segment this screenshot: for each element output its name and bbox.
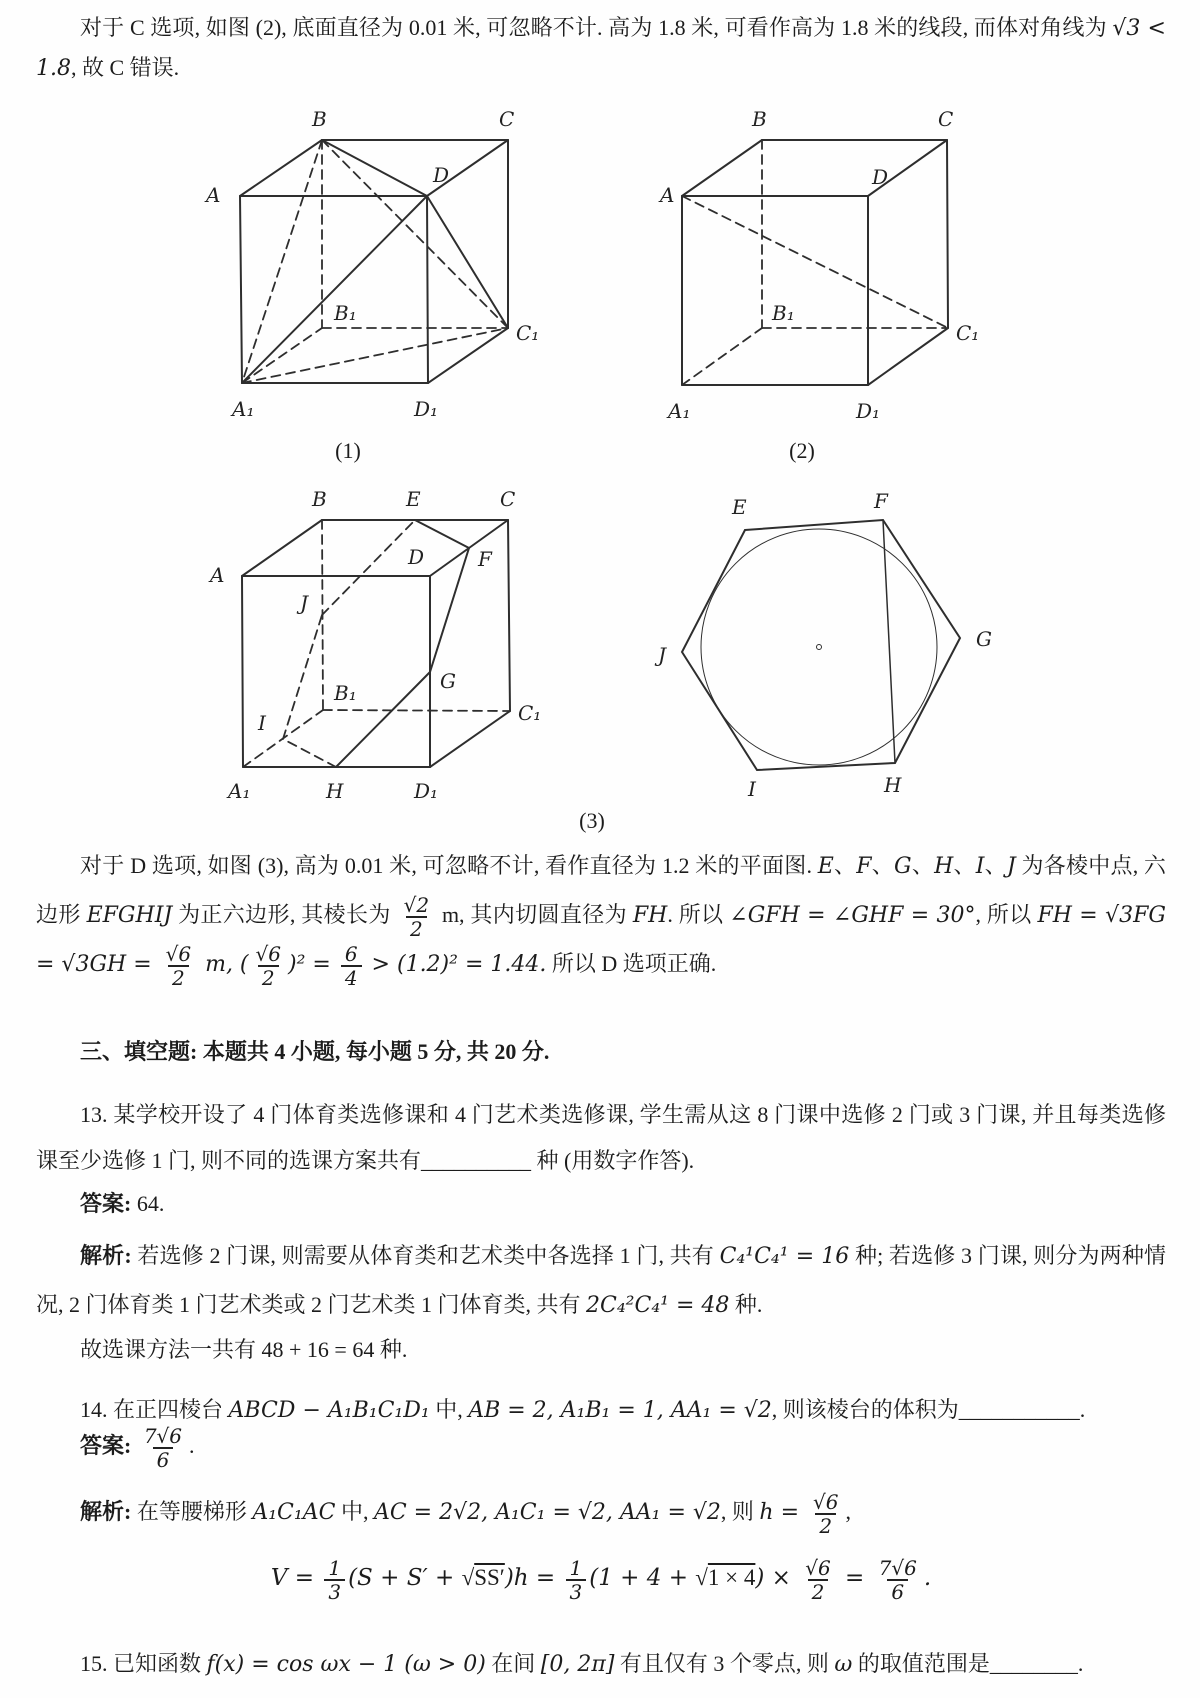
fig1-label-a: A — [206, 183, 221, 207]
text-run: 1 — [328, 1555, 342, 1580]
text-run: √6 — [255, 941, 281, 966]
text-run: 13. 某学校开设了 4 门体育类选修课和 4 门艺术类选修课, 学生需从这 8 门课中选修 2 门或 3 门课, 并且每类选修课至少选修 1 门, 则不同的选课方案共有__________ 种 (用数字作答). — [36, 1102, 1166, 1173]
text-run: AC = 2√2, A₁C₁ = √2, AA₁ = √2 — [373, 1500, 721, 1525]
text-run: ABCD − A₁B₁C₁D₁ — [228, 1398, 430, 1423]
text-run: 2 — [168, 965, 189, 989]
fig4-label-f: F — [874, 489, 888, 513]
fraction — [252, 943, 285, 989]
text-run: 为各棱中点, 六边形 — [36, 853, 1166, 927]
text-run: 4 — [341, 965, 362, 989]
fig2-label-b: B — [752, 107, 767, 131]
figure-2-caption: (2) — [789, 438, 815, 463]
text-run: 种. — [729, 1292, 763, 1317]
fig4-vertex-labels — [654, 489, 992, 801]
fig3-hidden-edges — [243, 520, 510, 767]
text-run: √3 < 1.8 — [36, 16, 1166, 81]
text-run: 2 — [815, 1513, 836, 1537]
fig3-label-c1: C₁ — [518, 701, 542, 725]
text-run: E — [817, 854, 834, 879]
fig3-label-c: C — [500, 487, 516, 511]
text-run: 2 — [258, 965, 279, 989]
fraction — [875, 1557, 921, 1603]
text-run: = — [837, 1565, 872, 1591]
figure-2-cube-with-body-diagonal — [620, 98, 1040, 443]
fig2-vertex-labels — [658, 107, 979, 423]
text-run: m, ( — [198, 952, 249, 977]
text-run: 3 — [566, 1579, 587, 1603]
text-run: . — [189, 1433, 195, 1458]
figure-3-caption: (3) — [579, 808, 605, 833]
fig4-label-j: J — [658, 643, 667, 667]
fig3-label-j: J — [300, 591, 309, 615]
text-run: 、 — [871, 853, 894, 878]
text-run: 对于 D 选项, 如图 (3), 高为 0.01 米, 可忽略不计, 看作直径为 1.2 米的平面图. — [80, 853, 818, 878]
fig3-label-g: G — [440, 669, 456, 693]
text-run: 的取值范围是________. — [852, 1651, 1084, 1676]
figure-1-caption: (1) — [335, 438, 361, 463]
text-run: 中, — [335, 1499, 374, 1524]
para-option-d — [36, 842, 1166, 989]
fig3-label-f: F — [478, 547, 492, 571]
text-run: (S + S′ + — [348, 1565, 462, 1591]
fig1-label-b1: B₁ — [334, 301, 357, 325]
radical — [695, 1565, 755, 1590]
text-run: [0, 2π] — [540, 1652, 615, 1677]
text-run: 为正六边形, 其棱长为 — [172, 902, 397, 927]
text-run: C₄¹C₄¹ = 16 — [719, 1244, 850, 1269]
text-run: m, 其内切圆直径为 — [436, 902, 633, 927]
text-run: V = — [270, 1565, 322, 1591]
fig1-label-d1: D₁ — [414, 397, 439, 421]
text-run: I — [975, 854, 985, 879]
text-run: AB = 2, A₁B₁ = 1, AA₁ = √2 — [468, 1398, 772, 1423]
text-run: √2 — [403, 892, 430, 917]
fig2-label-c1: C₁ — [956, 321, 980, 345]
text-run: 15. 已知函数 — [80, 1651, 207, 1676]
para-option-c — [36, 8, 1166, 88]
fraction — [162, 943, 195, 989]
question-15 — [36, 1642, 1166, 1687]
text-run: )² = — [288, 952, 338, 977]
text-run: 7√6 — [143, 1423, 183, 1448]
text-run: 对于 C 选项, 如图 (2), 底面直径为 0.01 米, 可忽略不计. 高为 1.8 米, 可看作高为 1.8 米的线段, 而体对角线为 — [80, 15, 1113, 40]
text-run: 解析: — [80, 1243, 138, 1268]
fig1-label-c: C — [499, 107, 515, 131]
fig2-label-c: C — [938, 107, 954, 131]
answer-14 — [36, 1418, 1166, 1474]
text-run: ∠GFH = ∠GHF = 30° — [729, 903, 976, 928]
text-run: > (1.2)² = 1.44. — [364, 952, 547, 977]
text-run: 故选课方法一共有 48 + 16 = 64 种. — [80, 1337, 408, 1362]
text-run: F — [856, 854, 872, 879]
text-run: 2 — [808, 1579, 829, 1603]
fig4-inscribed-circle — [701, 529, 937, 765]
text-run: 三、填空题: 本题共 4 小题, 每小题 5 分, 共 20 分. — [80, 1039, 550, 1064]
fig2-label-b1: B₁ — [772, 301, 795, 325]
fig3-label-a: A — [210, 563, 225, 587]
text-run: , 所以 — [975, 902, 1038, 927]
text-run: )h = — [504, 1565, 563, 1591]
text-run: 种; 若选修 3 门课, 则分为两种情况, 2 门体育类 1 门艺术类或 2 门艺术类 1 门体育类, 共有 — [36, 1243, 1166, 1317]
fig4-chord-fh — [883, 520, 895, 763]
fig2-hidden-edges — [682, 140, 948, 385]
text-run: . 所以 — [667, 902, 730, 927]
fig1-label-d: D — [433, 163, 450, 187]
text-run: (1 + 4 + — [589, 1565, 696, 1591]
text-run: 中, — [429, 1397, 469, 1422]
text-run: , 则该棱台的体积为___________. — [771, 1397, 1086, 1422]
solution-14 — [36, 1484, 1166, 1541]
text-run: FH = √3FG = √3GH = — [36, 903, 1166, 977]
text-run: FH — [632, 903, 668, 928]
text-run: √ — [461, 1565, 475, 1590]
text-run: A₁C₁AC — [252, 1500, 336, 1525]
question-13 — [36, 1092, 1166, 1184]
text-run: √6 — [165, 941, 192, 966]
fig3-label-b1: B₁ — [334, 681, 357, 705]
text-run: √ — [695, 1565, 708, 1590]
text-run: , 故 C 错误. — [71, 55, 180, 80]
fig2-label-d: D — [872, 165, 889, 189]
fig3-label-d: D — [408, 545, 425, 569]
figure-hexagon-inscribed-circle — [600, 460, 1010, 810]
solution-13 — [36, 1232, 1166, 1330]
fraction — [324, 1557, 345, 1603]
fig2-label-a1: A₁ — [668, 399, 691, 423]
text-run: 若选修 2 门课, 则需要从体育类和艺术类中各选择 1 门, 共有 — [137, 1243, 720, 1268]
text-run: G — [894, 854, 912, 879]
fig4-label-e: E — [732, 495, 747, 519]
text-run: ω — [834, 1652, 853, 1677]
figure-1-cube-with-diagonals — [150, 98, 610, 443]
section-header-fill-in — [36, 1030, 1166, 1074]
fraction — [809, 1491, 842, 1537]
text-run: SS′ — [474, 1565, 505, 1590]
text-run: . — [923, 1565, 932, 1591]
text-run: , — [845, 1499, 851, 1524]
text-run: 6 — [887, 1579, 908, 1603]
text-run: 14. 在正四棱台 — [80, 1397, 229, 1422]
fig4-label-g: G — [976, 627, 992, 651]
text-run: √6 — [805, 1555, 831, 1580]
fig3-label-b: B — [312, 487, 327, 511]
fig2-solid-edges — [682, 140, 948, 385]
fig4-label-h: H — [884, 773, 902, 797]
text-run: 解析: — [80, 1499, 137, 1524]
fraction — [341, 943, 362, 989]
text-run: 所以 D 选项正确. — [546, 951, 717, 976]
text-run: √6 — [813, 1489, 839, 1514]
fig1-solid-edges — [240, 140, 508, 383]
text-run: 1 × 4 — [707, 1565, 756, 1590]
fig3-label-h: H — [326, 779, 344, 803]
volume-formula — [36, 1548, 1166, 1608]
text-run: 7√6 — [878, 1555, 917, 1580]
text-run: 64. — [136, 1191, 165, 1216]
radical — [462, 1565, 505, 1590]
fraction — [801, 1557, 834, 1603]
fig4-center-dot — [817, 645, 822, 650]
text-run: 2 — [406, 916, 427, 940]
text-run: 、 — [911, 853, 935, 878]
fraction — [400, 894, 433, 940]
text-run: 、 — [984, 853, 1007, 878]
text-run: , 则 — [720, 1499, 760, 1524]
text-run: 3 — [324, 1579, 345, 1603]
fig1-label-c1: C₁ — [516, 321, 540, 345]
fig3-label-e: E — [406, 487, 421, 511]
fig3-label-a1: A₁ — [228, 779, 251, 803]
text-run: H — [934, 854, 954, 879]
figure-3-cube-with-hexagon-section — [150, 460, 610, 810]
fraction — [566, 1557, 587, 1603]
text-run: 2C₄²C₄¹ = 48 — [586, 1293, 730, 1318]
fig1-label-b: B — [312, 107, 327, 131]
solution-13-sum — [36, 1328, 1166, 1372]
text-run: 在等腰梯形 — [136, 1499, 253, 1524]
text-run: 1 — [569, 1555, 583, 1580]
text-run: 答案: — [80, 1191, 137, 1216]
text-run: J — [1006, 854, 1016, 879]
fig3-label-d1: D₁ — [414, 779, 439, 803]
text-run: 有且仅有 3 个零点, 则 — [614, 1651, 835, 1676]
fig3-solid-edges — [242, 520, 510, 767]
fig3-label-i: I — [258, 711, 266, 735]
text-run: h = — [759, 1500, 807, 1525]
text-run: ) × — [755, 1565, 799, 1591]
fig2-label-a: A — [660, 183, 675, 207]
text-run: f(x) = cos ωx − 1 (ω > 0) — [206, 1652, 486, 1677]
fraction — [140, 1425, 186, 1471]
fig4-label-i: I — [748, 777, 756, 801]
text-run: 、 — [833, 853, 857, 878]
text-run: 6 — [153, 1447, 174, 1471]
text-run: 答案: — [80, 1433, 137, 1458]
text-run: EFGHIJ — [86, 903, 173, 928]
fig2-label-d1: D₁ — [856, 399, 881, 423]
fig1-label-a1: A₁ — [232, 397, 255, 421]
text-run: 、 — [953, 853, 976, 878]
text-run: 6 — [344, 941, 358, 966]
text-run: 在间 — [485, 1651, 541, 1676]
answer-13 — [36, 1182, 1166, 1226]
